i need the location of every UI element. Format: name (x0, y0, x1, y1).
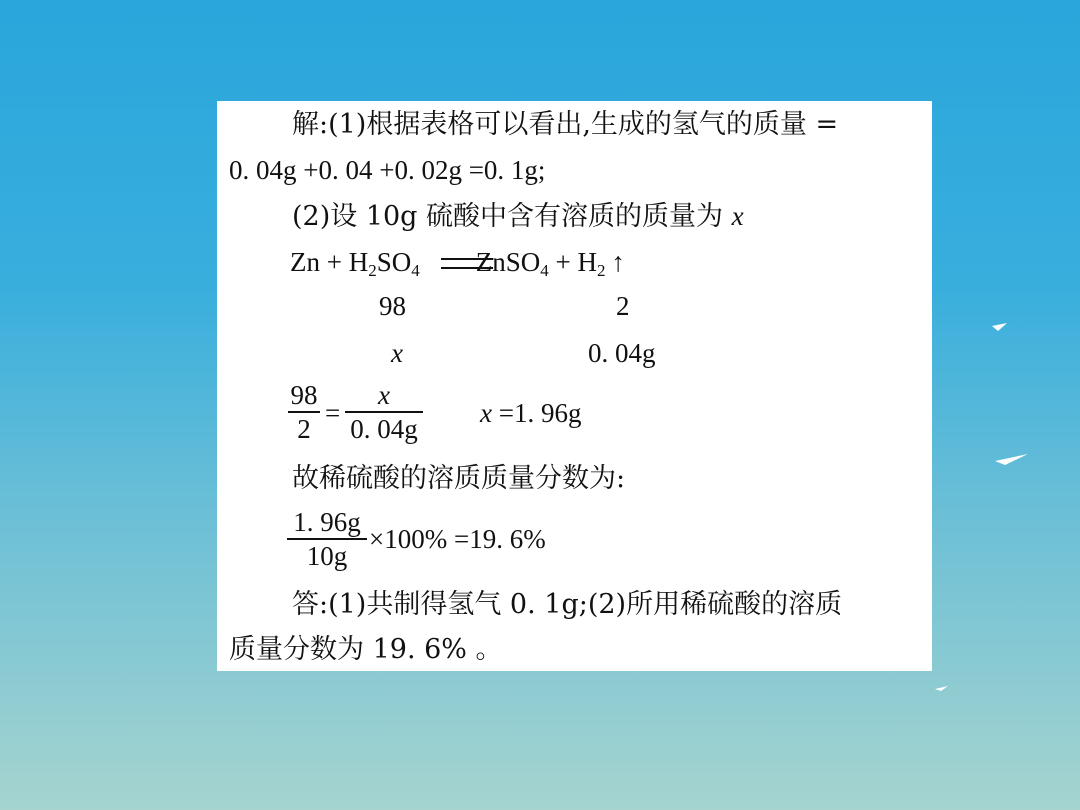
percent-result: ×100% =19. 6% (369, 524, 546, 554)
solution-line-1: 解:(1)根据表格可以看出,生成的氢气的质量 = (292, 109, 839, 140)
eq-reactant-so: SO (376, 247, 412, 277)
eq-sub: 4 (411, 261, 420, 280)
unknown-x: x (391, 338, 403, 368)
proportion-result (480, 397, 581, 429)
proportion-right (345, 380, 423, 444)
molar-mass-2: 2 (616, 291, 630, 321)
line3-variable: x (731, 201, 744, 231)
solution-line-2: 0. 04g +0. 04 +0. 02g =0. 1g; (229, 155, 546, 185)
eq-sub: 2 (368, 261, 377, 280)
eq-sub: 2 (596, 261, 606, 280)
paper-plane-icon (935, 686, 949, 692)
proportion-left-num: 98 (290, 380, 318, 410)
eq-product-znso: ZnSO (475, 247, 541, 277)
eq-product-h: + H (548, 247, 597, 277)
solution-card (217, 101, 932, 671)
proportion-equals: = (325, 398, 341, 428)
result-value: =1. 96g (491, 398, 582, 428)
eq-sub: 4 (540, 261, 549, 280)
proportion-left (288, 380, 320, 444)
proportion-left-den: 2 (297, 414, 311, 444)
molar-mass-98: 98 (379, 291, 406, 321)
gas-arrow-icon: ↑ (611, 247, 625, 277)
proportion-right-num: x (378, 380, 390, 410)
line3-text: (2)设 10g 硫酸中含有溶质的质量为 (292, 201, 724, 232)
solution-line-3 (292, 200, 744, 233)
percent-num: 1. 96g (293, 507, 361, 537)
percent-fraction (287, 507, 367, 571)
answer-line-2: 质量分数为 19. 6% 。 (229, 634, 503, 665)
percent-den: 10g (306, 541, 348, 571)
answer-line-1: 答:(1)共制得氢气 0. 1g;(2)所用稀硫酸的溶质 (292, 589, 843, 620)
hydrogen-mass: 0. 04g (588, 338, 656, 368)
result-variable: x (480, 398, 492, 428)
paper-plane-icon (995, 452, 1029, 466)
mass-fraction-intro: 故稀硫酸的溶质质量分数为: (292, 463, 626, 494)
equals-sign-icon (441, 258, 493, 269)
proportion-right-den: 0. 04g (350, 414, 418, 444)
paper-plane-icon (992, 322, 1008, 332)
eq-reactant-zn: Zn + H (290, 247, 369, 277)
